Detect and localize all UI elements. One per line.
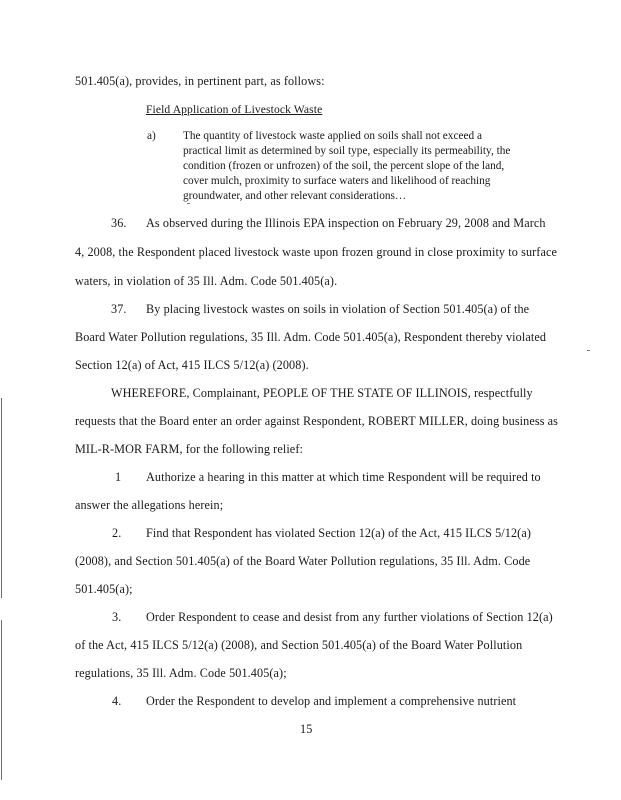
- scan-artifact-mark: [587, 350, 590, 351]
- relief-line: 501.405(a);: [75, 582, 133, 596]
- paragraph-line: MIL-R-MOR FARM, for the following relief:: [75, 442, 303, 456]
- relief-line: Authorize a hearing in this matter at which time Respondent will be required to: [146, 470, 541, 484]
- quote-marker: a): [147, 130, 156, 142]
- paragraph-line: Section 12(a) of Act, 415 ILCS 5/12(a) (2008).: [75, 358, 309, 372]
- relief-line: answer the allegations herein;: [75, 498, 224, 512]
- relief-line: (2008), and Section 501.405(a) of the Board Water Pollution regulations, 35 Ill. Adm. Code: [75, 554, 531, 568]
- quote-line: The quantity of livestock waste applied on soils shall not exceed a: [183, 130, 482, 142]
- relief-number: 4.: [112, 694, 122, 708]
- page-number: 15: [300, 722, 313, 736]
- quote-line: practical limit as determined by soil type, especially its permeability, the: [183, 145, 511, 157]
- quote-line: cover mulch, proximity to surface waters and likelihood of reaching: [183, 175, 491, 187]
- relief-number: 2.: [112, 526, 122, 540]
- intro-line: 501.405(a), provides, in pertinent part, as follows:: [75, 74, 325, 88]
- paragraph-line: 4, 2008, the Respondent placed livestock waste upon frozen ground in close proximity to surface: [75, 245, 557, 259]
- left-margin-scan-line-lower: [1, 620, 2, 780]
- relief-line: Order Respondent to cease and desist from any further violations of Section 12(a): [146, 610, 553, 624]
- relief-line: Find that Respondent has violated Section 12(a) of the Act, 415 ILCS 5/12(a): [146, 526, 532, 540]
- quote-line: groundwater, and other relevant considerations…: [183, 190, 407, 202]
- paragraph-line: As observed during the Illinois EPA inspection on February 29, 2008 and March: [146, 216, 546, 230]
- paragraph-line: waters, in violation of 35 Ill. Adm. Code 501.405(a).: [75, 274, 338, 288]
- paragraph-line: By placing livestock wastes on soils in violation of Section 501.405(a) of the: [146, 302, 530, 316]
- paragraph-line: WHEREFORE, Complainant, PEOPLE OF THE STATE OF ILLINOIS, respectfully: [111, 386, 533, 400]
- quote-line: condition (frozen or unfrozen) of the soil, the percent slope of the land,: [183, 160, 505, 172]
- relief-line: of the Act, 415 ILCS 5/12(a) (2008), and Section 501.405(a) of the Board Water Pollution: [75, 638, 523, 652]
- relief-number: 1: [115, 470, 122, 484]
- paragraph-number: 36.: [111, 216, 127, 230]
- left-margin-scan-line: [1, 398, 2, 598]
- paragraph-line: Board Water Pollution regulations, 35 Ill. Adm. Code 501.405(a), Respondent thereby violated: [75, 330, 547, 344]
- section-heading: Field Application of Livestock Waste: [146, 103, 323, 116]
- relief-number: 3.: [112, 610, 122, 624]
- paragraph-line: requests that the Board enter an order against Respondent, ROBERT MILLER, doing business as: [75, 414, 559, 428]
- relief-line: regulations, 35 Ill. Adm. Code 501.405(a);: [75, 666, 287, 680]
- paragraph-number: 37.: [111, 302, 127, 316]
- relief-line: Order the Respondent to develop and implement a comprehensive nutrient: [146, 694, 517, 708]
